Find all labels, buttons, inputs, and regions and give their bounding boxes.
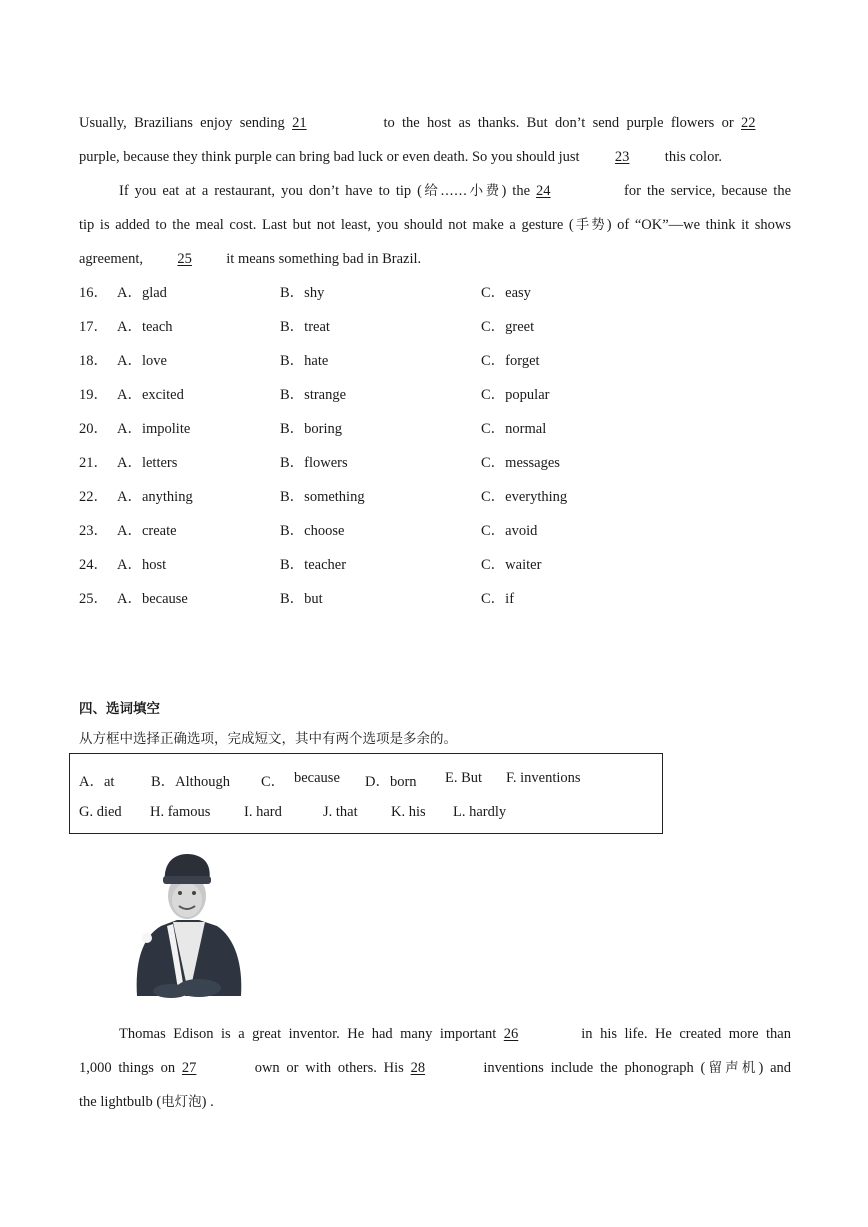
word-option: E. But bbox=[445, 770, 483, 786]
question-number: 24． bbox=[79, 557, 108, 573]
text: own or with others. His bbox=[254, 1060, 411, 1076]
question-row bbox=[79, 446, 679, 480]
option-a: A．host bbox=[117, 557, 167, 573]
option-b: B．flowers bbox=[280, 455, 348, 471]
blank-28: 28 bbox=[410, 1060, 426, 1076]
blank-22: 22 bbox=[741, 115, 756, 131]
option-a: A．letters bbox=[117, 455, 178, 471]
blank-26: 26 bbox=[503, 1026, 519, 1042]
question-row bbox=[79, 412, 679, 446]
question-row bbox=[79, 378, 679, 412]
text: tip is added to the meal cost. Last but not least, you should not make a gesture ( bbox=[79, 217, 574, 233]
text: in his life. He created more than bbox=[581, 1026, 791, 1042]
option-a: A．impolite bbox=[117, 421, 191, 437]
passage-2 bbox=[79, 1017, 791, 1119]
question-row bbox=[79, 582, 679, 616]
option-c: C．everything bbox=[481, 489, 568, 505]
option-b: B．treat bbox=[280, 319, 330, 335]
question-number: 25． bbox=[79, 591, 108, 607]
text: Thomas Edison is a great inventor. He had many important bbox=[119, 1026, 504, 1042]
question-number: 23． bbox=[79, 523, 108, 539]
option-a: A．anything bbox=[117, 489, 193, 505]
passage-line bbox=[79, 106, 791, 140]
passage-line bbox=[79, 242, 791, 276]
word-option: J. that bbox=[323, 804, 358, 820]
text: ) . bbox=[201, 1094, 214, 1110]
portrait-photo bbox=[127, 846, 249, 1004]
text: Usually, Brazilians enjoy sending bbox=[79, 115, 293, 131]
option-c: C．if bbox=[481, 591, 515, 607]
question-number: 17． bbox=[79, 319, 108, 335]
option-a: A．because bbox=[117, 591, 188, 607]
option-a: A．create bbox=[117, 523, 177, 539]
option-b: B．but bbox=[280, 591, 323, 607]
blank-24: 24 bbox=[536, 183, 551, 199]
text: purple, because they think purple can bring bad luck or even death. So you should just bbox=[79, 149, 584, 165]
question-number: 18． bbox=[79, 353, 108, 369]
word-option: L. hardly bbox=[453, 804, 507, 820]
word-option: A．at bbox=[79, 774, 115, 790]
option-b: B．strange bbox=[280, 387, 347, 403]
section-title: 四、选词填空 bbox=[79, 701, 160, 717]
word-box bbox=[69, 753, 663, 834]
option-b: B．shy bbox=[280, 285, 325, 301]
option-c: C．forget bbox=[481, 353, 540, 369]
passage-line bbox=[79, 208, 791, 242]
chinese-gloss: 电灯泡 bbox=[161, 1094, 202, 1110]
option-c: C．messages bbox=[481, 455, 560, 471]
option-a: A．love bbox=[117, 353, 167, 369]
word-option: because bbox=[294, 770, 340, 786]
text: to the host as thanks. But don’t send purple flowers or bbox=[383, 115, 741, 131]
option-c: C．easy bbox=[481, 285, 531, 301]
passage-line bbox=[79, 1085, 791, 1119]
chinese-gloss: 给……小费 bbox=[422, 183, 502, 199]
option-b: B．something bbox=[280, 489, 365, 505]
text: the lightbulb ( bbox=[79, 1094, 162, 1110]
chinese-gloss: 手势 bbox=[573, 217, 607, 233]
text: it means something bad in Brazil. bbox=[226, 251, 422, 267]
text: inventions include the phonograph ( bbox=[483, 1060, 706, 1076]
word-option: I. hard bbox=[244, 804, 282, 820]
word-option: H. famous bbox=[150, 804, 211, 820]
question-row bbox=[79, 310, 679, 344]
blank-23: 23 bbox=[614, 149, 630, 165]
text: 1,000 things on bbox=[79, 1060, 182, 1076]
option-c: C．normal bbox=[481, 421, 547, 437]
question-number: 22． bbox=[79, 489, 108, 505]
question-number: 21． bbox=[79, 455, 108, 471]
word-option: B．Although bbox=[151, 774, 230, 790]
question-row bbox=[79, 344, 679, 378]
text: ) and bbox=[758, 1060, 792, 1076]
passage-line bbox=[79, 1051, 791, 1085]
question-row bbox=[79, 480, 679, 514]
question-row bbox=[79, 276, 679, 310]
text: this color. bbox=[664, 149, 722, 165]
passage-line bbox=[79, 174, 791, 208]
question-number: 19． bbox=[79, 387, 108, 403]
blank-25: 25 bbox=[177, 251, 192, 267]
passage-1 bbox=[79, 106, 791, 276]
option-c: C．avoid bbox=[481, 523, 538, 539]
word-option: D．born bbox=[365, 774, 417, 790]
option-c: C．greet bbox=[481, 319, 535, 335]
question-row bbox=[79, 548, 679, 582]
text: ) the bbox=[501, 183, 537, 199]
option-b: B．teacher bbox=[280, 557, 347, 573]
chinese-gloss: 留声机 bbox=[705, 1060, 759, 1076]
text: If you eat at a restaurant, you don’t have to tip ( bbox=[119, 183, 423, 199]
word-option: G. died bbox=[79, 804, 122, 820]
blank-21: 21 bbox=[292, 115, 307, 131]
option-c: C．popular bbox=[481, 387, 550, 403]
section-instruction: 从方框中选择正确选项，完成短文，其中有两个选项是多余的。 bbox=[79, 731, 457, 747]
question-options bbox=[79, 276, 679, 616]
option-c: C．waiter bbox=[481, 557, 542, 573]
question-row bbox=[79, 514, 679, 548]
option-b: B．choose bbox=[280, 523, 345, 539]
word-option: K. his bbox=[391, 804, 426, 820]
word-option: C． bbox=[261, 774, 286, 790]
option-a: A．excited bbox=[117, 387, 184, 403]
text: ) of “OK”—we think it shows bbox=[606, 217, 791, 233]
text: for the service, because the bbox=[624, 183, 792, 199]
passage-line bbox=[79, 1017, 791, 1051]
text: agreement, bbox=[79, 251, 147, 267]
blank-27: 27 bbox=[181, 1060, 197, 1076]
option-b: B．boring bbox=[280, 421, 343, 437]
option-a: A．glad bbox=[117, 285, 167, 301]
option-b: B．hate bbox=[280, 353, 329, 369]
passage-line bbox=[79, 140, 791, 174]
question-number: 20． bbox=[79, 421, 108, 437]
option-a: A．teach bbox=[117, 319, 173, 335]
question-number: 16． bbox=[79, 285, 108, 301]
word-option: F. inventions bbox=[506, 770, 581, 786]
